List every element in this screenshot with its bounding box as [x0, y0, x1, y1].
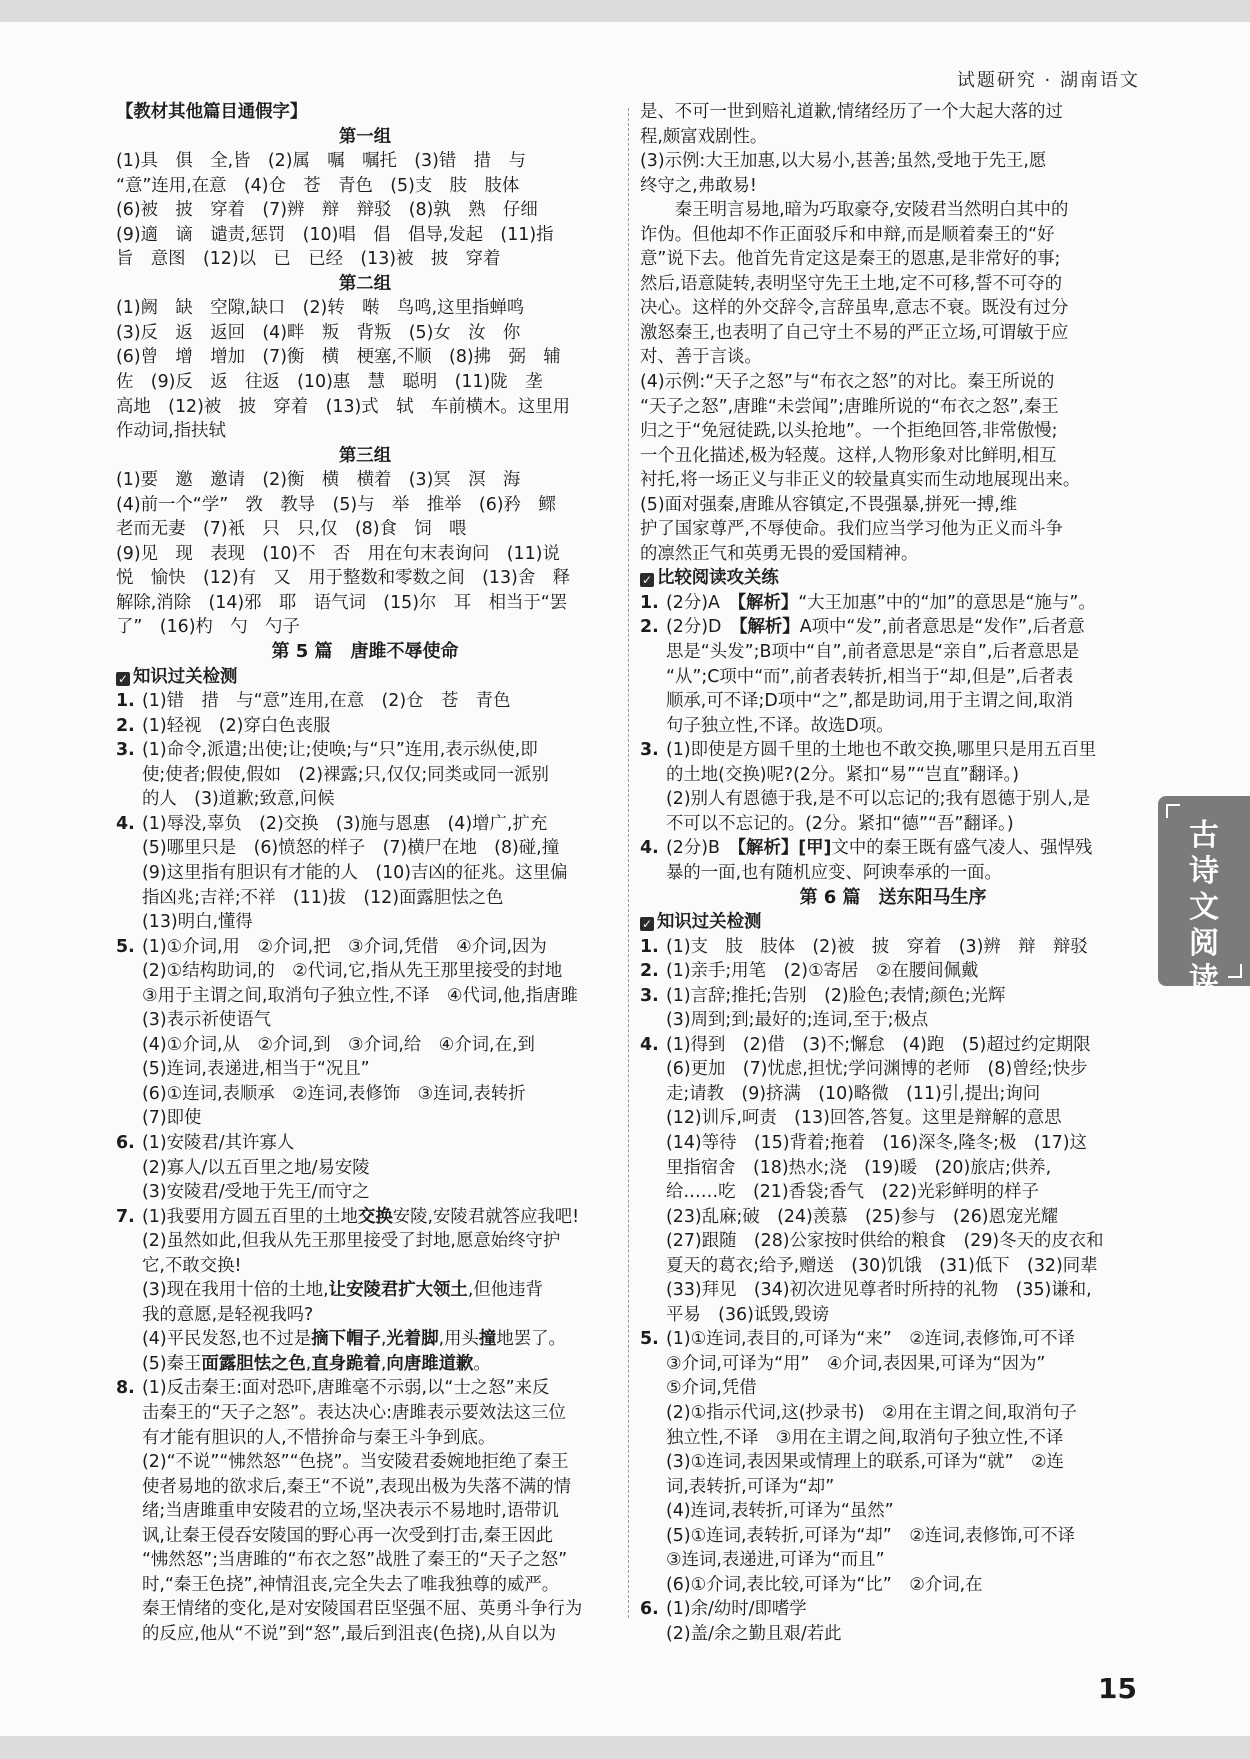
text-line: [640, 640, 1146, 665]
text-line: 一个丑化描述,极为轻蔑。这样,人物形象对比鲜明,相互: [640, 445, 1057, 466]
text-line: 归之于“免冠徒跣,以头抢地”。一个拒绝回答,非常傲慢;: [640, 421, 1058, 442]
group-title: 第三组: [338, 445, 392, 466]
item-number: 5.: [640, 1329, 659, 1350]
text-line: [116, 1597, 614, 1622]
answer-text: ③连词,表递进,可译为“而且”: [666, 1550, 885, 1571]
answer-text: (2)虽然如此,但我从先王那里接受了封地,愿意始终守护: [142, 1231, 561, 1252]
heading: 【教材其他篇目通假字】: [116, 102, 308, 122]
text-line: [640, 1082, 1146, 1107]
text-line: [116, 1008, 614, 1033]
text-line: [640, 861, 1146, 886]
answer-segment: 交换: [357, 1206, 393, 1227]
answer-item: [640, 984, 1146, 1009]
text-line: [640, 1548, 1146, 1573]
answer-item: [640, 1597, 1146, 1622]
text-line: [116, 1573, 614, 1598]
answer-text: 独立性,不译 ③用在主谓之间,取消句子独立性,不译: [666, 1427, 1064, 1448]
text-line: [640, 1254, 1146, 1279]
text-line: 然后,语意陡转,表明坚守先王土地,定不可移,誓不可夺的: [640, 273, 1063, 294]
text-line: [116, 1622, 614, 1647]
text-line: [640, 1106, 1146, 1131]
item-number: 6.: [116, 1132, 135, 1153]
answer-segment: 向唐雎道歉: [386, 1353, 474, 1374]
answer-text: “从”;C项中“而”,前者表转折,相当于“却,但是”,后者表: [666, 666, 1074, 687]
text-line: 护了国家尊严,不辱使命。我们应当学习他为正义而斗争: [640, 519, 1063, 540]
check-icon: ✓: [641, 917, 653, 932]
answer-segment: ,: [380, 1329, 387, 1350]
answer-segment: 面露胆怯之色: [201, 1353, 306, 1374]
answer-text: (1)命令,派遣;出使;让;使唤;与“只”连用,表示纵使,即: [142, 740, 538, 761]
text-line: “意”连用,在意 (4)仓 苍 青色 (5)支 肢 肢体: [116, 175, 520, 196]
text-line: [640, 1008, 1146, 1033]
answer-segment: 。: [473, 1353, 491, 1374]
text-line: 程,颇富戏剧性。: [640, 126, 768, 147]
answer-text: 它,不敢交换!: [142, 1255, 242, 1276]
answer-text: (3)周到;到;最好的;连词,至于;极点: [666, 1010, 929, 1031]
answer-segment: 文中的秦王既有盛气凌人、强悍残: [831, 838, 1093, 859]
bottom-border: [0, 1736, 1250, 1759]
answer-text: (27)跟随 (28)公家按时供给的粮食 (29)冬天的皮衣和: [666, 1231, 1104, 1252]
text-line: [640, 812, 1146, 837]
section-title-text: 知识过关检测: [657, 912, 762, 933]
answer-text: (1)亲手;用笔 (2)①寄居 ②在腰间佩戴: [666, 961, 979, 982]
section-tab-label: 古诗文阅读: [1189, 818, 1219, 997]
text-line: 的凛然正气和英勇无畏的爱国精神。: [640, 543, 919, 564]
answer-text: (5)哪里只是 (6)愤怒的样子 (7)横尸在地 (8)碰,撞: [142, 838, 560, 859]
text-line: [116, 1082, 614, 1107]
answer-text: 顺承,可不译;D项中“之”,都是助词,用于主谓之间,取消: [666, 691, 1074, 712]
text-line: [116, 959, 614, 984]
answer-segment: 【解析】: [738, 617, 800, 638]
text-line: [116, 763, 614, 788]
answer-text: 使;使者;假使,假如 (2)裸露;只,仅仅;同类或同一派别: [142, 764, 549, 785]
answer-text: (5)连词,表递进,相当于“况且”: [142, 1059, 370, 1080]
answer-text: 我的意愿,是轻视我吗?: [142, 1304, 314, 1325]
tab-corner-mark: [1166, 804, 1180, 818]
text-line: 是、不可一世到赔礼道歉,情绪经历了一个大起大落的过: [640, 102, 1063, 122]
answer-text: (5)①连词,表转折,可译为“却” ②连词,表修饰,可不译: [666, 1525, 1075, 1546]
answer-text: ⑤介词,凭借: [666, 1378, 757, 1399]
text-line: [116, 1327, 614, 1352]
text-line: [640, 1426, 1146, 1451]
answer-segment: 撞: [478, 1329, 497, 1350]
answer-text: 的人 (3)道歉;致意,问候: [142, 789, 335, 810]
item-number: 1.: [640, 936, 659, 957]
answer-item: [116, 689, 614, 714]
page-number: 15: [1098, 1672, 1137, 1705]
column-divider: [628, 108, 629, 1618]
text-line: [116, 1524, 614, 1549]
answer-segment: ,: [380, 1353, 387, 1374]
text-line: 终守之,弗敢易!: [640, 175, 757, 196]
text-line: [640, 1057, 1146, 1082]
answer-text: 指凶兆;吉祥;不祥 (11)拔 (12)面露胆怯之色: [142, 887, 504, 908]
answer-text: (33)拜见 (34)初次进见尊者时所持的礼物 (35)谦和,: [666, 1280, 1092, 1301]
text-line: [640, 1180, 1146, 1205]
answer-text: 击秦王的“天子之怒”。表达决心:唐雎表示要效法这三位: [142, 1402, 566, 1423]
answer-segment: (2分)A: [666, 592, 738, 613]
answer-segment: ,但他违背: [467, 1280, 543, 1301]
answer-text: (9)这里指有胆识有才能的人 (10)吉凶的征兆。这里偏: [142, 862, 568, 883]
text-line: (1)阙 缺 空隙,缺口 (2)转 啭 鸟鸣,这里指蝉鸣: [116, 298, 525, 319]
item-number: 7.: [116, 1206, 135, 1227]
text-line: 悦 愉快 (12)有 又 用于整数和零数之间 (13)舍 释: [116, 568, 570, 589]
answer-text: (7)即使: [142, 1108, 202, 1129]
answer-item: [116, 1376, 614, 1401]
text-line: 了” (16)杓 勺 勺子: [116, 617, 300, 638]
answer-text: (12)训斥,呵责 (13)回答,答复。这里是辩解的意思: [666, 1108, 1062, 1129]
text-line: (6)曾 增 增加 (7)衡 横 梗塞,不顺 (8)拂 弼 辅: [116, 347, 561, 368]
answer-segment: 【解析】[甲]: [737, 838, 832, 859]
answer-segment: ,用头: [438, 1329, 479, 1350]
group-title: 第二组: [338, 273, 392, 294]
text-line: 诈伪。但他却不作正面驳斥和申辩,而是顺着秦王的“好: [640, 224, 1055, 245]
answer-item: [116, 1131, 614, 1156]
text-line: [116, 1229, 614, 1254]
text-line: “天子之怒”,唐雎“未尝闻”;唐雎所说的“布衣之怒”,秦王: [640, 396, 1059, 417]
item-number: 5.: [116, 936, 135, 957]
answer-text: (1)轻视 (2)穿白色丧服: [142, 715, 331, 736]
answer-text: (6)更加 (7)忧虑,担忧;学问渊博的老师 (8)曾经;快步: [666, 1059, 1088, 1080]
item-number: 2.: [640, 617, 659, 638]
answer-segment: (1)我要用方圆五百里的土地: [142, 1206, 358, 1227]
item-number: 3.: [116, 740, 135, 761]
item-number: 4.: [116, 813, 135, 834]
check-icon: ✓: [117, 671, 129, 686]
answer-text: (1)反击秦王:面对恐吓,唐雎毫不示弱,以“士之怒”来反: [142, 1378, 550, 1399]
answer-segment: (2分)D: [666, 617, 739, 638]
answer-text: 给……吃 (21)香袋;香气 (22)光彩鲜明的样子: [666, 1182, 1039, 1203]
answer-text: (3)表示祈使语气: [142, 1010, 271, 1031]
answer-segment: 让安陵君扩大领土: [328, 1280, 468, 1301]
answer-text: (1)辱没,辜负 (2)交换 (3)施与恩惠 (4)增广,扩充: [142, 813, 548, 834]
answer-text: (1)即使是方圆千里的土地也不敢交换,哪里只是用五百里: [666, 740, 1097, 761]
text-line: [116, 1426, 614, 1451]
answer-text: (6)①介词,表比较,可译为“比” ②介词,在: [666, 1574, 983, 1595]
text-line: [116, 1156, 614, 1181]
text-line: 解除,消除 (14)邪 耶 语气词 (15)尔 耳 相当于“罢: [116, 592, 568, 613]
item-number: 2.: [116, 715, 135, 736]
text-line: [640, 1475, 1146, 1500]
text-line: 决心。这样的外交辞令,言辞虽卑,意志不衰。既没有过分: [640, 298, 1069, 319]
item-number: 6.: [640, 1599, 659, 1620]
answer-segment: (4)平民发怒,也不过是: [142, 1329, 312, 1350]
text-line: [640, 1401, 1146, 1426]
text-line: [640, 714, 1146, 739]
text-line: [640, 1205, 1146, 1230]
answer-text: 绪;当唐雎重申安陵君的立场,坚决表示不易地时,语带讥: [142, 1501, 559, 1522]
answer-item: [640, 615, 1146, 640]
text-line: [640, 1303, 1146, 1328]
answer-segment: A项中“发”,前者意思是“发作”,后者意: [799, 617, 1085, 638]
answer-segment: 【解析】: [737, 592, 799, 613]
text-line: [116, 1352, 614, 1377]
text-line: [116, 1254, 614, 1279]
text-line: 对、善于言谈。: [640, 347, 762, 368]
text-line: [116, 1278, 614, 1303]
left-column: [116, 100, 614, 1646]
answer-text: (4)①介词,从 ②介词,到 ③介词,给 ④介词,在,到: [142, 1034, 535, 1055]
answer-text: 走;请教 (9)挤满 (10)略微 (11)引,提出;询问: [666, 1083, 1041, 1104]
text-line: [640, 1131, 1146, 1156]
text-line: (4)示例:“天子之怒”与“布衣之怒”的对比。秦王所说的: [640, 372, 1055, 393]
article-title: 第 6 篇 送东阳马生序: [799, 886, 987, 908]
answer-item: [116, 1205, 614, 1230]
answer-text: 思是“头发”;B项中“自”,前者意思是“亲自”,后者意思是: [666, 642, 1080, 663]
section-title-text: 知识过关检测: [133, 666, 238, 687]
answer-text: (23)乱麻;破 (24)羡慕 (25)参与 (26)恩宠光耀: [666, 1206, 1059, 1227]
answer-text: (2)“不说”“怫然怒”“色挠”。当安陵君委婉地拒绝了秦王: [142, 1452, 569, 1473]
answer-item: [640, 738, 1146, 763]
answer-text: (1)①介词,用 ②介词,把 ③介词,凭借 ④介词,因为: [142, 936, 547, 957]
section-title-text: 比较阅读攻关练: [657, 568, 779, 589]
text-line: (6)被 披 穿着 (7)辨 辩 辩驳 (8)孰 熟 仔细: [116, 200, 538, 221]
answer-text: (2)盖/余之勤且艰/若此: [666, 1623, 842, 1644]
answer-text: 使者易地的欲求后,秦王“不说”,表现出极为失落不满的情: [142, 1476, 572, 1497]
answer-item: [116, 812, 614, 837]
text-line: [116, 1499, 614, 1524]
answer-segment: “大王加惠”中的“加”的意思是“施与”。: [798, 592, 1096, 613]
text-line: [116, 1303, 614, 1328]
text-line: [640, 1352, 1146, 1377]
text-line: [640, 1156, 1146, 1181]
answer-segment: ,: [305, 1353, 312, 1374]
answer-text: (1)余/幼时/即嗜学: [666, 1599, 807, 1620]
answer-text: ③介词,可译为“用” ④介词,表因果,可译为“因为”: [666, 1353, 1046, 1374]
text-line: [116, 1450, 614, 1475]
text-line: (1)要 邀 邀请 (2)衡 横 横着 (3)冥 溟 海: [116, 470, 521, 491]
answer-text: “怫然怒”;当唐雎的“布衣之怒”战胜了秦王的“天子之怒”: [142, 1550, 568, 1571]
answer-text: 夏天的葛衣;给予,赠送 (30)饥饿 (31)低下 (32)同辈: [666, 1255, 1098, 1276]
answer-item: [640, 959, 1146, 984]
answer-text: ③用于主谓之间,取消句子独立性,不译 ④代词,他,指唐雎: [142, 985, 578, 1006]
text-line: [116, 861, 614, 886]
text-line: 激怒秦王,也表明了自己守土不易的严正立场,可谓敏于应: [640, 322, 1069, 343]
text-line: (3)反 返 返回 (4)畔 叛 背叛 (5)女 汝 你: [116, 322, 521, 343]
text-line: [116, 1033, 614, 1058]
text-line: [640, 1573, 1146, 1598]
item-number: 3.: [640, 740, 659, 761]
item-number: 2.: [640, 961, 659, 982]
item-number: 3.: [640, 985, 659, 1006]
text-line: [116, 910, 614, 935]
text-line: [640, 763, 1146, 788]
text-line: [640, 689, 1146, 714]
answer-text: 不可以不忘记的。(2分。紧扣“德”“吾”翻译。): [666, 813, 1014, 834]
text-line: [640, 665, 1146, 690]
text-line: (1)具 俱 全,皆 (2)属 嘱 嘱托 (3)错 措 与: [116, 151, 526, 172]
answer-segment: (2分)B: [666, 838, 738, 859]
answer-item: [640, 935, 1146, 960]
answer-text: (3)①连词,表因果或情理上的联系,可译为“就” ②连: [666, 1452, 1064, 1473]
text-line: [116, 1057, 614, 1082]
answer-segment: 摘下帽子: [311, 1329, 381, 1350]
section-title: [640, 566, 1146, 591]
answer-segment: 直身跪着: [311, 1353, 381, 1374]
text-line: [116, 1106, 614, 1131]
text-line: [116, 1475, 614, 1500]
section-tab: [1158, 796, 1250, 997]
answer-item: [116, 714, 614, 739]
answer-text: 的土地(交换)呢?(2分。紧扣“易”“岂直”翻译。): [666, 764, 1020, 785]
answer-segment: 地罢了。: [496, 1329, 566, 1350]
answer-text: 词,表转折,可译为“却”: [666, 1476, 835, 1497]
answer-text: (2)寡人/以五百里之地/易安陵: [142, 1157, 370, 1178]
answer-text: 平易 (36)诋毁,毁谤: [666, 1304, 829, 1325]
answer-text: (1)安陵君/其许寡人: [142, 1132, 295, 1153]
answer-item: [640, 591, 1146, 616]
answer-text: (1)错 措 与“意”连用,在意 (2)仓 苍 青色: [142, 691, 511, 712]
answer-text: (1)支 肢 肢体 (2)被 披 穿着 (3)辨 辩 辩驳: [666, 936, 1088, 957]
answer-text: (1)①连词,表目的,可译为“来” ②连词,表修饰,可不译: [666, 1329, 1075, 1350]
text-line: [640, 1524, 1146, 1549]
group-title: 第一组: [338, 126, 392, 147]
item-number: 4.: [640, 1034, 659, 1055]
text-line: [116, 984, 614, 1009]
text-line: (5)面对强秦,唐雎从容镇定,不畏强暴,拼死一搏,维: [640, 494, 1018, 515]
text-line: [640, 1376, 1146, 1401]
text-line: 佐 (9)反 返 往返 (10)惠 慧 聪明 (11)陇 垄: [116, 372, 543, 393]
answer-text: (6)①连词,表顺承 ②连词,表修饰 ③连词,表转折: [142, 1083, 526, 1104]
text-line: [640, 1278, 1146, 1303]
text-line: (4)前一个“学” 敩 教导 (5)与 举 推举 (6)矜 鳏: [116, 494, 556, 515]
answer-text: 里指宿舍 (18)热水;浇 (19)暖 (20)旅店;供养,: [666, 1157, 1052, 1178]
answer-text: 讽,让秦王侵吞安陵国的野心再一次受到打击,秦王因此: [142, 1525, 554, 1546]
answer-item: [116, 935, 614, 960]
answer-segment: (5)秦王: [142, 1353, 202, 1374]
answer-text: 暴的一面,也有随机应变、阿谀奉承的一面。: [666, 862, 1002, 883]
text-line: [116, 787, 614, 812]
tab-corner-mark: [1228, 964, 1242, 978]
item-number: 4.: [640, 838, 659, 859]
answer-text: (1)言辞;推托;告别 (2)脸色;表情;颜色;光辉: [666, 985, 1006, 1006]
text-line: [116, 1548, 614, 1573]
text-line: 衬托,将一场正义与非正义的较量真实而生动地展现出来。: [640, 470, 1081, 491]
check-icon: ✓: [641, 573, 653, 588]
answer-text: 时,“秦王色挠”,神情沮丧,完全失去了唯我独尊的威严。: [142, 1574, 560, 1595]
article-title: 第 5 篇 唐雎不辱使命: [271, 641, 459, 663]
answer-text: (1)得到 (2)借 (3)不;懈怠 (4)跑 (5)超过约定期限: [666, 1034, 1091, 1055]
text-line: 意”说下去。他首先肯定这是秦王的恩惠,是非常好的事;: [640, 249, 1061, 270]
answer-item: [640, 1033, 1146, 1058]
answer-text: (3)安陵君/受地于先王/而守之: [142, 1182, 370, 1203]
answer-text: 的反应,他从“不说”到“怒”,最后到沮丧(色挠),从自以为: [142, 1623, 557, 1644]
text-line: [116, 1401, 614, 1426]
running-head: 试题研究 · 湖南语文: [956, 70, 1140, 91]
text-line: [116, 836, 614, 861]
text-line: 旨 意图 (12)以 已 已经 (13)被 披 穿着: [116, 249, 501, 270]
answer-text: 有才能有胆识的人,不惜拚命与秦王斗争到底。: [142, 1427, 496, 1448]
text-line: 高地 (12)被 披 穿着 (13)式 轼 车前横木。这里用: [116, 396, 570, 417]
answer-text: (13)明白,懂得: [142, 912, 253, 933]
text-line: (9)见 现 表现 (10)不 否 用在句末表询问 (11)说: [116, 543, 560, 564]
answer-item: [640, 836, 1146, 861]
text-line: [116, 1180, 614, 1205]
text-line: [640, 1229, 1146, 1254]
answer-segment: 安陵,安陵君就答应我吧!: [392, 1206, 580, 1227]
text-line: (3)示例:大王加惠,以大易小,甚善;虽然,受地于先王,愿: [640, 151, 1047, 172]
answer-text: 秦王情绪的变化,是对安陵国君臣坚强不屈、英勇斗争行为: [142, 1599, 583, 1620]
section-title: [116, 665, 614, 690]
item-number: 8.: [116, 1378, 135, 1399]
answer-text: (2)别人有恩德于我,是不可以忘记的;我有恩德于别人,是: [666, 789, 1091, 810]
answer-segment: 光着脚: [386, 1329, 439, 1350]
text-line: [640, 1450, 1146, 1475]
text-line: [640, 1499, 1146, 1524]
top-border: [0, 0, 1250, 22]
answer-text: (14)等待 (15)背着;拖着 (16)深冬,隆冬;极 (17)这: [666, 1132, 1087, 1153]
section-title: [640, 910, 1146, 935]
text-line: 老而无妻 (7)衹 只 只,仅 (8)食 饲 喂: [116, 519, 467, 540]
answer-text: (2)①结构助词,的 ②代词,它,指从先王那里接受的封地: [142, 961, 563, 982]
text-line: [640, 1622, 1146, 1647]
text-line: [116, 886, 614, 911]
item-number: 1.: [116, 691, 135, 712]
text-line: [640, 787, 1146, 812]
answer-text: 句子独立性,不译。故选D项。: [666, 715, 894, 736]
answer-segment: (3)现在我用十倍的土地,: [142, 1280, 329, 1301]
answer-item: [116, 738, 614, 763]
text-line: (9)適 谪 谴责,惩罚 (10)唱 倡 倡导,发起 (11)指: [116, 224, 554, 245]
item-number: 1.: [640, 592, 659, 613]
answer-text: (4)连词,表转折,可译为“虽然”: [666, 1501, 894, 1522]
answer-text: (2)①指示代词,这(抄录书) ②用在主谓之间,取消句子: [666, 1402, 1077, 1423]
right-column: [640, 100, 1146, 1646]
answer-item: [640, 1327, 1146, 1352]
text-line: 作动词,指扶轼: [116, 421, 226, 442]
text-line: 秦王明言易地,暗为巧取豪夺,安陵君当然明白其中的: [640, 200, 1069, 221]
